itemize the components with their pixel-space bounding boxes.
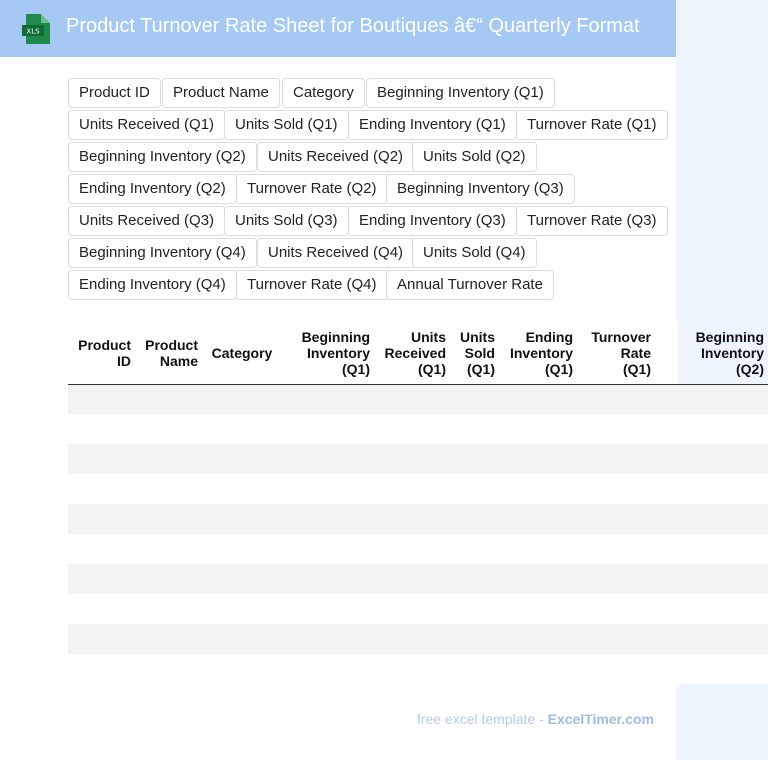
table-cell[interactable] (282, 474, 374, 504)
field-chip[interactable]: Turnover Rate (Q3) (516, 206, 668, 236)
table-cell[interactable] (374, 414, 450, 444)
table-cell[interactable] (577, 474, 655, 504)
table-row (68, 594, 768, 624)
field-chip[interactable]: Beginning Inventory (Q4) (68, 238, 257, 268)
column-header-line: (Q1) (418, 360, 446, 377)
table-cell[interactable] (135, 444, 202, 474)
table-cell[interactable] (655, 534, 768, 564)
table-cell[interactable] (135, 624, 202, 654)
table-cell[interactable] (68, 414, 135, 444)
table-cell[interactable] (202, 474, 282, 504)
table-cell[interactable] (499, 444, 577, 474)
column-header-line: Received (384, 344, 446, 361)
table-cell[interactable] (655, 654, 768, 684)
column-header-line: ID (117, 352, 131, 369)
page-title: Product Turnover Rate Sheet for Boutiques â€“ Quarterly Format (66, 15, 640, 37)
table-cell[interactable] (655, 624, 768, 654)
field-chip[interactable]: Beginning Inventory (Q3) (386, 174, 575, 204)
table-row (68, 414, 768, 444)
table-cell[interactable] (135, 564, 202, 594)
table-cell[interactable] (202, 654, 282, 684)
table-cell[interactable] (202, 444, 282, 474)
table-cell[interactable] (577, 564, 655, 594)
field-chip[interactable]: Product ID (68, 78, 161, 108)
inventory-table (68, 322, 768, 684)
table-cell[interactable] (499, 384, 577, 414)
table-cell[interactable] (202, 534, 282, 564)
table-cell[interactable] (282, 534, 374, 564)
table-cell[interactable] (202, 624, 282, 654)
table-cell[interactable] (202, 384, 282, 414)
table-cell[interactable] (577, 654, 655, 684)
field-chip[interactable]: Units Received (Q3) (68, 206, 225, 236)
column-header-line: (Q1) (342, 360, 370, 377)
table-cell[interactable] (374, 534, 450, 564)
column-header-line: Sold (464, 344, 495, 361)
table-row (68, 564, 768, 594)
field-chip[interactable]: Annual Turnover Rate (386, 270, 554, 300)
title-bar (0, 0, 676, 57)
column-header-line: Rate (620, 344, 651, 361)
table-body (68, 384, 768, 684)
column-header[interactable] (577, 322, 655, 384)
column-header-line: (Q1) (623, 360, 651, 377)
table-row (68, 624, 768, 654)
table-row (68, 504, 768, 534)
table-cell[interactable] (68, 504, 135, 534)
excel-icon-label: XLS (26, 27, 40, 36)
table-cell[interactable] (374, 474, 450, 504)
table-cell[interactable] (374, 624, 450, 654)
column-header-line: Inventory (306, 344, 370, 361)
table-cell[interactable] (450, 534, 499, 564)
field-chip[interactable]: Product Name (162, 78, 280, 108)
field-chip[interactable]: Ending Inventory (Q3) (348, 206, 517, 236)
table-cell[interactable] (374, 654, 450, 684)
footer-brand-link[interactable]: ExcelTimer.com (547, 711, 654, 727)
table-cell[interactable] (577, 414, 655, 444)
table-row (68, 474, 768, 504)
column-header[interactable] (282, 322, 374, 384)
table-row (68, 384, 768, 414)
table-cell[interactable] (450, 654, 499, 684)
table-cell[interactable] (499, 414, 577, 444)
table-cell[interactable] (202, 564, 282, 594)
field-chip[interactable]: Beginning Inventory (Q1) (366, 78, 555, 108)
table-cell[interactable] (68, 384, 135, 414)
table-cell[interactable] (135, 384, 202, 414)
column-header[interactable] (68, 322, 135, 384)
table-cell[interactable] (374, 504, 450, 534)
table-cell[interactable] (450, 474, 499, 504)
column-header-line: Beginning (695, 328, 764, 345)
table-cell[interactable] (655, 504, 768, 534)
field-chip[interactable]: Turnover Rate (Q4) (236, 270, 388, 300)
table-cell[interactable] (450, 624, 499, 654)
table-cell[interactable] (68, 654, 135, 684)
column-header-line: (Q2) (736, 360, 764, 377)
table-cell[interactable] (655, 414, 768, 444)
table-cell[interactable] (282, 384, 374, 414)
table-cell[interactable] (374, 594, 450, 624)
table-cell[interactable] (655, 594, 768, 624)
column-header-line: Category (211, 344, 273, 361)
table-cell[interactable] (499, 474, 577, 504)
table-cell[interactable] (135, 594, 202, 624)
table-cell[interactable] (499, 594, 577, 624)
column-header-line: (Q1) (467, 360, 495, 377)
column-header[interactable] (499, 322, 577, 384)
table-header-row (68, 322, 768, 384)
table-row (68, 534, 768, 564)
table-row (68, 654, 768, 684)
table-cell[interactable] (577, 504, 655, 534)
table-cell[interactable] (450, 414, 499, 444)
field-chip[interactable]: Units Received (Q4) (257, 238, 414, 268)
table-cell[interactable] (450, 564, 499, 594)
field-chip[interactable]: Units Received (Q2) (257, 142, 414, 172)
table-cell[interactable] (68, 474, 135, 504)
table-cell[interactable] (135, 414, 202, 444)
column-header[interactable] (655, 322, 768, 384)
table-cell[interactable] (577, 384, 655, 414)
table-cell[interactable] (655, 444, 768, 474)
table-cell[interactable] (68, 624, 135, 654)
column-header-line: Turnover (591, 328, 651, 345)
column-header-line: Ending (525, 328, 573, 345)
table-cell[interactable] (202, 414, 282, 444)
footer-credit (417, 711, 654, 727)
table-cell[interactable] (374, 384, 450, 414)
column-header[interactable] (135, 322, 202, 384)
field-chip[interactable]: Beginning Inventory (Q2) (68, 142, 257, 172)
table-cell[interactable] (450, 504, 499, 534)
inventory-table-container[interactable] (68, 322, 764, 686)
field-chip[interactable]: Ending Inventory (Q1) (348, 110, 517, 140)
excel-file-icon (22, 14, 50, 44)
column-header-line: Product (145, 336, 198, 353)
table-cell[interactable] (655, 564, 768, 594)
table-cell[interactable] (135, 534, 202, 564)
column-header-line: Inventory (700, 344, 764, 361)
field-chip[interactable]: Units Sold (Q3) (224, 206, 349, 236)
column-header-line: Inventory (509, 344, 573, 361)
field-chip[interactable]: Ending Inventory (Q4) (68, 270, 237, 300)
table-cell[interactable] (655, 474, 768, 504)
table-cell[interactable] (499, 654, 577, 684)
table-cell[interactable] (499, 564, 577, 594)
table-cell[interactable] (282, 564, 374, 594)
table-cell[interactable] (499, 504, 577, 534)
field-chip[interactable]: Units Sold (Q4) (412, 238, 537, 268)
table-cell[interactable] (450, 444, 499, 474)
column-header-line: Units (411, 328, 446, 345)
table-cell[interactable] (68, 564, 135, 594)
column-header-line: Units (460, 328, 495, 345)
footer-prefix: free excel template - (416, 711, 548, 727)
column-header-line: Beginning (301, 328, 370, 345)
column-header[interactable] (450, 322, 499, 384)
table-cell[interactable] (450, 384, 499, 414)
field-chip[interactable]: Ending Inventory (Q2) (68, 174, 237, 204)
table-cell[interactable] (135, 504, 202, 534)
column-header[interactable] (202, 322, 282, 384)
table-cell[interactable] (577, 594, 655, 624)
column-header[interactable] (374, 322, 450, 384)
field-chip[interactable]: Units Sold (Q1) (224, 110, 349, 140)
column-header-line: (Q1) (545, 360, 573, 377)
table-row (68, 444, 768, 474)
table-cell[interactable] (655, 384, 768, 414)
field-chip[interactable]: Category (282, 78, 365, 108)
table-cell[interactable] (282, 414, 374, 444)
field-chip[interactable]: Turnover Rate (Q1) (516, 110, 668, 140)
column-header-line: Name (159, 352, 198, 369)
table-cell[interactable] (68, 534, 135, 564)
table-cell[interactable] (577, 624, 655, 654)
table-cell[interactable] (135, 654, 202, 684)
table-cell[interactable] (374, 444, 450, 474)
table-cell[interactable] (68, 444, 135, 474)
table-cell[interactable] (68, 594, 135, 624)
table-cell[interactable] (282, 624, 374, 654)
field-chip[interactable]: Turnover Rate (Q2) (236, 174, 388, 204)
field-chip[interactable]: Units Sold (Q2) (412, 142, 537, 172)
table-cell[interactable] (202, 504, 282, 534)
table-cell[interactable] (282, 444, 374, 474)
column-header-line: Product (78, 336, 131, 353)
table-cell[interactable] (135, 474, 202, 504)
table-cell[interactable] (450, 594, 499, 624)
table-cell[interactable] (577, 534, 655, 564)
table-cell[interactable] (282, 594, 374, 624)
table-cell[interactable] (577, 444, 655, 474)
table-cell[interactable] (202, 594, 282, 624)
table-cell[interactable] (499, 534, 577, 564)
field-chip[interactable]: Units Received (Q1) (68, 110, 225, 140)
table-cell[interactable] (374, 564, 450, 594)
table-cell[interactable] (282, 504, 374, 534)
table-cell[interactable] (499, 624, 577, 654)
table-cell[interactable] (282, 654, 374, 684)
